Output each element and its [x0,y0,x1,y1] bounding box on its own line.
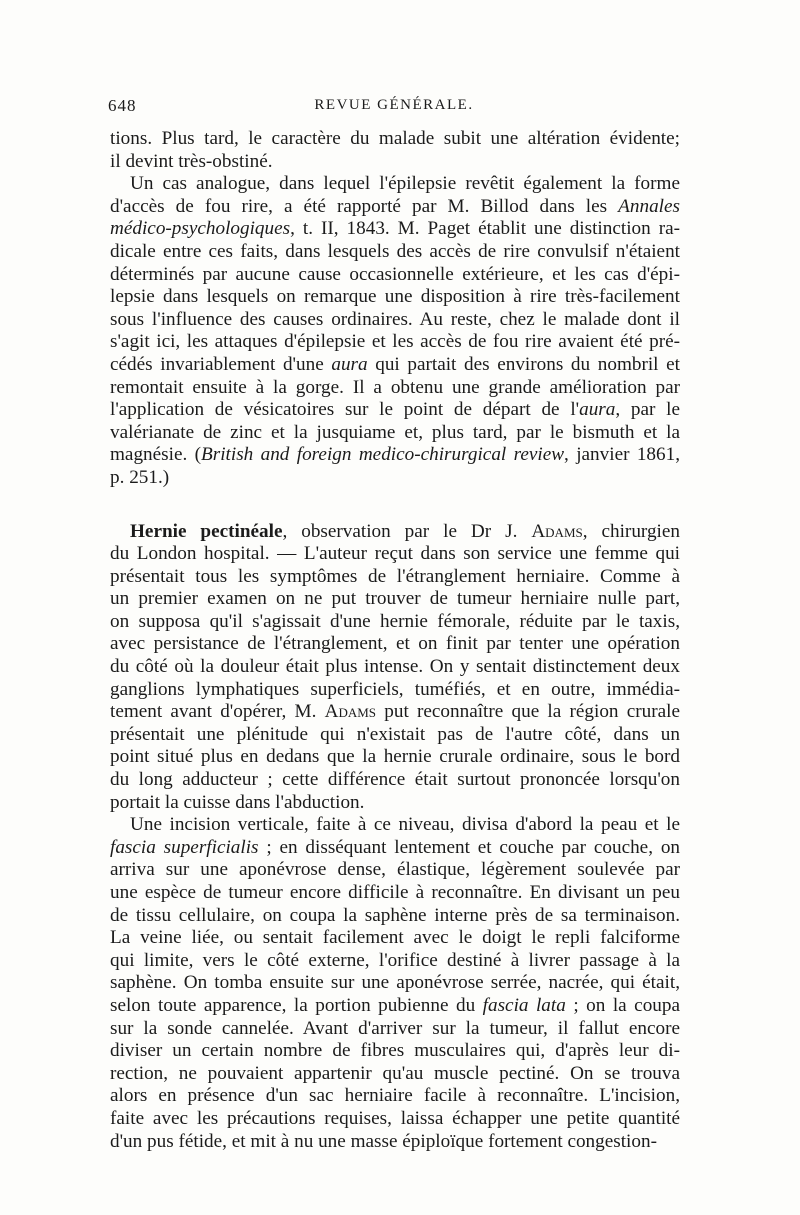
text-line: avec persistance de l'étranglement, et on finit par tenter une opération [110,633,680,655]
body-text [110,128,680,1153]
text-line: point situé plus en dedans que la hernie crurale ordinaire, sous le bord [110,746,680,768]
paragraph [110,128,680,173]
text-line: sous l'influence des causes ordinaires. Au reste, chez le malade dont il [110,308,680,330]
text-line: un premier examen on ne put trouver de tumeur herniaire nulle part, [110,588,680,610]
text-line: du London hospital. — L'auteur reçut dans son service une femme qui [110,543,680,565]
text-line: médico-psychologiques, t. II, 1843. M. Paget établit une distinction ra- [110,218,680,240]
text-line: La veine liée, ou sentait facilement avec le doigt le repli falciforme [110,927,680,949]
text-line: Un cas analogue, dans lequel l'épilepsie revêtit également la forme [130,173,680,195]
page-number: 648 [108,96,137,115]
text-line: selon toute apparence, la portion pubienne du fascia lata ; on la coupa [110,994,680,1016]
text-line: une espèce de tumeur encore difficile à reconnaître. En divisant un peu [110,882,680,903]
text-line: fascia superficialis ; en disséquant lentement et couche par couche, on [110,836,681,858]
text-line: du côté où la douleur était plus intense. On y sentait distinctement deux [110,656,680,678]
text-line: du long adducteur ; cette différence était surtout prononcée lorsqu'on [110,769,680,791]
text-line: p. 251.) [110,466,170,488]
text-line: d'accès de fou rire, a été rapporté par M. Billod dans les Annales [110,195,680,217]
text-line: lepsie dans lesquels on remarque une disposition à rire très-facilement [110,286,680,308]
text-line: magnésie. (British and foreign medico-chirurgical review, janvier 1861, [110,444,681,466]
text-line: dicale entre ces faits, dans lesquels des accès de rire convulsif n'étaient [110,240,680,262]
paragraph [110,814,680,1153]
text-line: de tissu cellulaire, on coupa la saphène interne près de sa terminaison. [110,904,680,926]
text-line: il devint très-obstiné. [110,150,273,172]
text-line: cédés invariablement d'une aura qui partait des environs du nombril et [110,353,680,375]
text-line: ganglions lymphatiques superficiels, tuméfiés, et en outre, immédia- [110,678,680,700]
text-line: alors en présence d'un sac herniaire facile à reconnaître. L'incision, [110,1085,680,1107]
text-line: rection, ne pouvaient appartenir qu'au muscle pectiné. On se trouva [110,1062,680,1084]
paragraph [110,173,680,489]
running-head: REVUE GÉNÉRALE. [314,97,474,113]
text-line: remontait ensuite à la gorge. Il a obtenu une grande amélioration par [110,376,680,398]
text-line: Hernie pectinéale, observation par le Dr J. Adams, chirurgien [130,520,680,542]
text-line: présentait une plénitude qui n'existait pas de l'autre côté, dans un [110,723,680,745]
text-line: faite avec les précautions requises, laissa échapper une petite quantité [110,1107,680,1129]
text-line: tions. Plus tard, le caractère du malade subit une altération évidente; [110,128,680,149]
text-line: arriva sur une aponévrose dense, élastique, légèrement soulevée par [110,859,680,881]
text-line: valérianate de zinc et la jusquiame et, plus tard, par le bismuth et la [110,421,680,443]
text-line: on supposa qu'il s'agissait d'une hernie fémorale, réduite par le taxis, [110,610,680,632]
page-header [108,96,680,118]
text-line: présentait tous les symptômes de l'étranglement herniaire. Comme à [110,565,680,587]
text-line: qui limite, vers le côté externe, l'orifice destiné à livrer passage à la [110,949,680,971]
text-line: s'agit ici, les attaques d'épilepsie et les accès de fou rire avaient été pré- [110,331,680,353]
text-line: d'un pus fétide, et mit à nu une masse épiploïque fortement congestion- [110,1130,657,1152]
text-line: déterminés par aucune cause occasionnelle extérieure, et les cas d'épi- [110,263,680,285]
text-line: diviser un certain nombre de fibres musculaires qui, d'après leur di- [110,1040,680,1062]
text-line: Une incision verticale, faite à ce niveau, divisa d'abord la peau et le [130,814,680,836]
paragraph [110,521,680,815]
text-line: sur la sonde cannelée. Avant d'arriver sur la tumeur, il fallut encore [110,1017,680,1039]
text-line: saphène. On tomba ensuite sur une aponévrose serrée, nacrée, qui était, [110,972,680,994]
text-line: tement avant d'opérer, M. Adams put reconnaître que la région crurale [110,701,680,723]
text-line: portait la cuisse dans l'abduction. [110,791,365,813]
text-line: l'application de vésicatoires sur le point de départ de l'aura, par le [110,399,680,421]
